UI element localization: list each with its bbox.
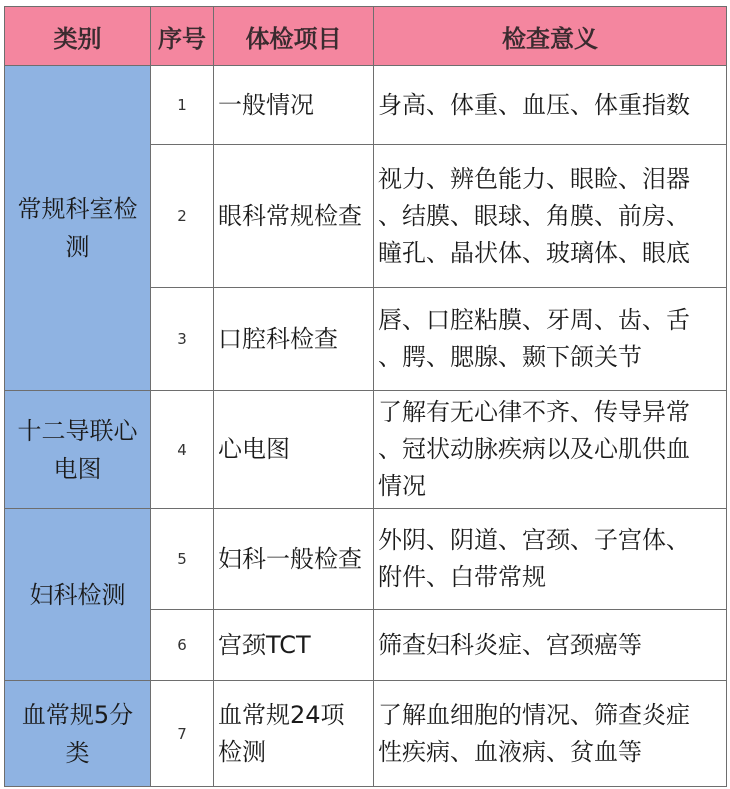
meaning-line: 情况 bbox=[378, 472, 426, 500]
exam-item bbox=[214, 509, 374, 610]
row-number: 1 bbox=[151, 66, 214, 145]
exam-item bbox=[214, 391, 374, 509]
meaning-line: 视力、辨色能力、眼睑、泪器 bbox=[378, 164, 690, 193]
exam-meaning bbox=[374, 509, 727, 610]
meaning-line: 了解血细胞的情况、筛查炎症 bbox=[378, 700, 690, 729]
meaning-line: 、结膜、眼球、角膜、前房、 bbox=[378, 201, 690, 230]
category-cell bbox=[5, 681, 151, 787]
exam-meaning bbox=[374, 145, 727, 288]
category-line: 十二导联心 bbox=[17, 416, 138, 445]
header-row bbox=[5, 7, 727, 66]
meaning-line: 性疾病、血液病、贫血等 bbox=[378, 737, 642, 766]
exam-meaning bbox=[374, 610, 727, 681]
row-number: 6 bbox=[151, 610, 214, 681]
category-line: 电图 bbox=[53, 454, 102, 483]
header-meaning: 检查意义 bbox=[374, 7, 727, 66]
category-cell bbox=[5, 509, 151, 681]
meaning-line: 附件、白带常规 bbox=[378, 563, 546, 591]
exam-item bbox=[214, 610, 374, 681]
exam-item bbox=[214, 288, 374, 391]
table-row bbox=[5, 681, 727, 787]
meaning-line: 筛查妇科炎症、宫颈癌等 bbox=[378, 630, 642, 659]
exam-item bbox=[214, 145, 374, 288]
table-row bbox=[5, 509, 727, 610]
meaning-line: 、冠状动脉疾病以及心肌供血 bbox=[378, 435, 690, 463]
exam-meaning bbox=[374, 288, 727, 391]
category-cell bbox=[5, 66, 151, 391]
exam-meaning bbox=[374, 681, 727, 787]
table-row bbox=[5, 391, 727, 509]
header-number: 序号 bbox=[151, 7, 214, 66]
exam-item bbox=[214, 66, 374, 145]
category-line: 常规科室检 bbox=[17, 195, 138, 223]
category-line: 类 bbox=[65, 738, 90, 767]
category-line: 血常规5分 bbox=[21, 700, 134, 729]
row-number: 5 bbox=[151, 509, 214, 610]
exam-item-line: 检测 bbox=[218, 737, 266, 766]
meaning-line: 瞳孔、晶状体、玻璃体、眼底 bbox=[378, 238, 690, 267]
exam-table bbox=[4, 6, 727, 787]
meaning-line: 、腭、腮腺、颞下颌关节 bbox=[378, 343, 642, 371]
exam-item bbox=[214, 681, 374, 787]
exam-item-line: 心电图 bbox=[218, 435, 290, 463]
meaning-line: 外阴、阴道、宫颈、子宫体、 bbox=[378, 526, 690, 554]
category-cell bbox=[5, 391, 151, 509]
exam-item-line: 一般情况 bbox=[218, 90, 314, 119]
row-number: 2 bbox=[151, 145, 214, 288]
row-number: 7 bbox=[151, 681, 214, 787]
exam-item-line: 宫颈TCT bbox=[218, 630, 311, 659]
meaning-line: 唇、口腔粘膜、牙周、齿、舌 bbox=[378, 306, 690, 334]
category-line: 妇科检测 bbox=[29, 580, 126, 609]
meaning-line: 身高、体重、血压、体重指数 bbox=[378, 90, 690, 119]
exam-meaning bbox=[374, 66, 727, 145]
exam-item-line: 口腔科检查 bbox=[218, 324, 338, 353]
meaning-line: 了解有无心律不齐、传导异常 bbox=[378, 398, 690, 426]
header-item: 体检项目 bbox=[214, 7, 374, 66]
exam-item-line: 妇科一般检查 bbox=[218, 544, 362, 573]
row-number: 4 bbox=[151, 391, 214, 509]
header-category: 类别 bbox=[5, 7, 151, 66]
exam-item-line: 血常规24项 bbox=[218, 700, 345, 729]
category-line: 测 bbox=[65, 233, 90, 261]
exam-item-line: 眼科常规检查 bbox=[218, 201, 362, 230]
exam-meaning bbox=[374, 391, 727, 509]
table-row bbox=[5, 66, 727, 145]
row-number: 3 bbox=[151, 288, 214, 391]
